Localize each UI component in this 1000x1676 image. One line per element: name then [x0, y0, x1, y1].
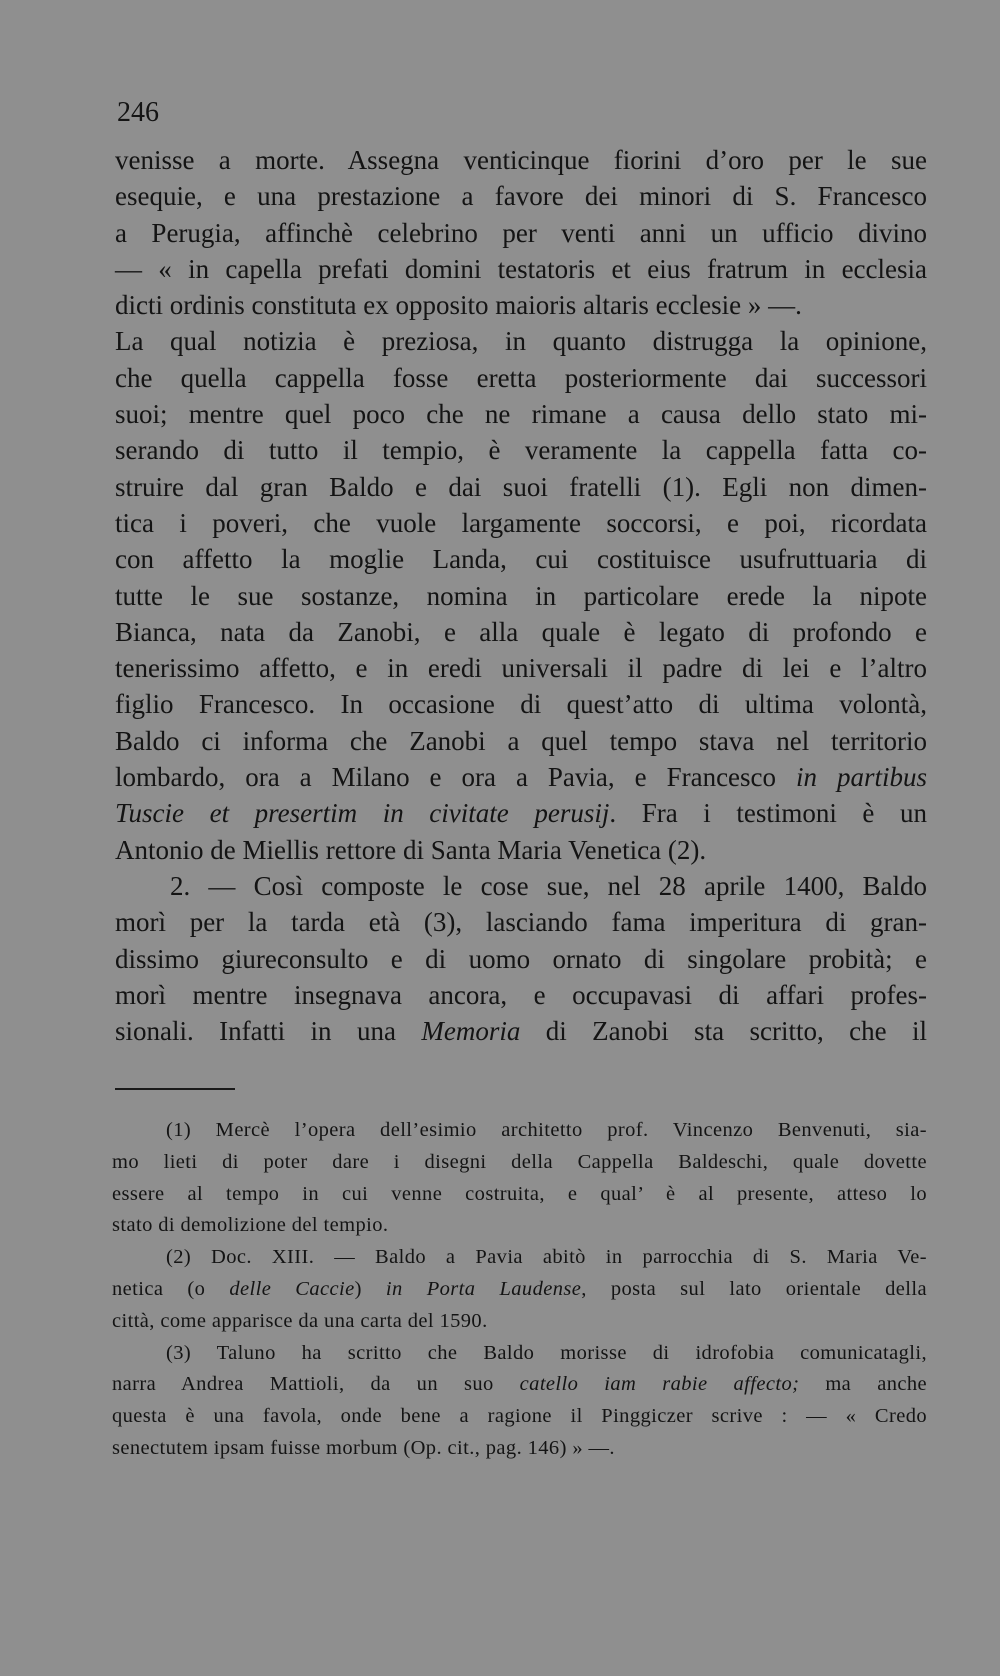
footnote-line: essere al tempo in cui venne costruita, e qual’ è al presente, atteso lo — [112, 1182, 927, 1205]
main-text — [115, 142, 927, 1049]
text-segment: narra Andrea Mattioli, da un suo — [112, 1373, 520, 1396]
text-line: tutte le sue sostanze, nomina in particolare erede la nipote — [115, 580, 927, 611]
text-line — [115, 1013, 927, 1049]
text-line: figlio Francesco. In occasione di quest’atto di ultima volontà, — [115, 689, 927, 720]
italic-segment: Tuscie et presertim in civitate perusij — [115, 798, 610, 829]
text-line — [115, 759, 927, 795]
italic-segment: delle Caccie — [229, 1277, 355, 1300]
text-segment: netica (o — [112, 1277, 230, 1300]
text-line: serando di tutto il tempio, è veramente la cappella fatta co- — [115, 435, 927, 466]
text-line: Antonio de Miellis rettore di Santa Maria Venetica (2). — [115, 834, 707, 865]
text-line: dissimo giureconsulto e di uomo ornato di singolare probità; e — [115, 943, 927, 974]
text-line: Baldo ci informa che Zanobi a quel tempo stava nel territorio — [115, 725, 927, 756]
text-line: che quella cappella fosse eretta posteriormente dai successori — [115, 362, 927, 393]
footnote-line: senectutem ipsam fuisse morbum (Op. cit., pag. 146) » —. — [112, 1436, 615, 1459]
text-line: a Perugia, affinchè celebrino per venti anni un ufficio divino — [115, 217, 927, 248]
footnote-line: (3) Taluno ha scritto che Baldo morisse di idrofobia comunicatagli, — [166, 1341, 927, 1364]
italic-segment: in Porta Laudense — [385, 1277, 582, 1300]
footnote-line: questa è una favola, onde bene a ragione il Pinggiczer scrive : — « Credo — [112, 1405, 927, 1428]
text-line: venisse a morte. Assegna venticinque fiorini d’oro per le sue — [115, 145, 927, 175]
text-line: dicti ordinis constituta ex opposito maioris altaris ecclesie » —. — [115, 290, 802, 321]
text-segment: lombardo, ora a Milano e ora a Pavia, e Francesco — [115, 762, 796, 793]
text-line: morì mentre insegnava ancora, e occupavasi di affari profes- — [115, 979, 927, 1010]
text-line: Bianca, nata da Zanobi, e alla quale è legato di profondo e — [115, 616, 927, 647]
footnote-separator — [115, 1088, 235, 1090]
text-segment: . Fra i testimoni è un — [609, 798, 927, 829]
italic-segment: catello iam rabie affecto; — [519, 1373, 800, 1396]
footnote-line: mo lieti di poter dare i disegni della Cappella Baldeschi, quale dovette — [112, 1150, 927, 1173]
footnote-line: stato di demolizione del tempio. — [112, 1214, 389, 1237]
text-line: struire dal gran Baldo e dai suoi fratelli (1). Egli non dimen- — [115, 471, 927, 502]
text-line: esequie, e una prestazione a favore dei minori di S. Francesco — [115, 181, 927, 212]
italic-segment: Memoria — [421, 1016, 521, 1047]
footnote-line — [112, 1274, 927, 1306]
text-segment: di Zanobi sta scritto, che il — [520, 1016, 927, 1047]
text-line: 2. — Così composte le cose sue, nel 28 aprile 1400, Baldo — [170, 870, 927, 901]
text-line: con affetto la moglie Landa, cui costituisce usufruttuaria di — [115, 544, 927, 575]
footnote-line: (1) Mercè l’opera dell’esimio architetto prof. Vincenzo Benvenuti, sia- — [166, 1119, 927, 1141]
text-segment: , posta sul lato orientale della — [581, 1277, 927, 1300]
text-line — [115, 795, 927, 831]
text-segment: ) — [354, 1277, 386, 1300]
text-line: tenerissimo affetto, e in eredi universali il padre di lei e l’altro — [115, 653, 927, 684]
footnotes — [112, 1115, 927, 1465]
italic-segment: in partibus — [796, 762, 927, 793]
text-segment: ma anche — [799, 1373, 927, 1396]
text-line: — « in capella prefati domini testatoris et eius fratrum in ecclesia — [115, 253, 927, 284]
page-number: 246 — [117, 97, 159, 128]
text-line: suoi; mentre quel poco che ne rimane a causa dello stato mi- — [115, 399, 927, 430]
text-line: morì per la tarda età (3), lasciando fama imperitura di gran- — [115, 907, 927, 938]
text-line: La qual notizia è preziosa, in quanto distrugga la opinione, — [115, 326, 927, 357]
footnote-line: città, come apparisce da una carta del 1590. — [112, 1309, 488, 1332]
text-segment: sionali. Infatti in una — [115, 1016, 422, 1047]
footnote-line: (2) Doc. XIII. — Baldo a Pavia abitò in parrocchia di S. Maria Ve- — [166, 1246, 927, 1269]
text-line: tica i poveri, che vuole largamente soccorsi, e poi, ricordata — [115, 507, 927, 538]
footnote-line — [112, 1369, 927, 1401]
